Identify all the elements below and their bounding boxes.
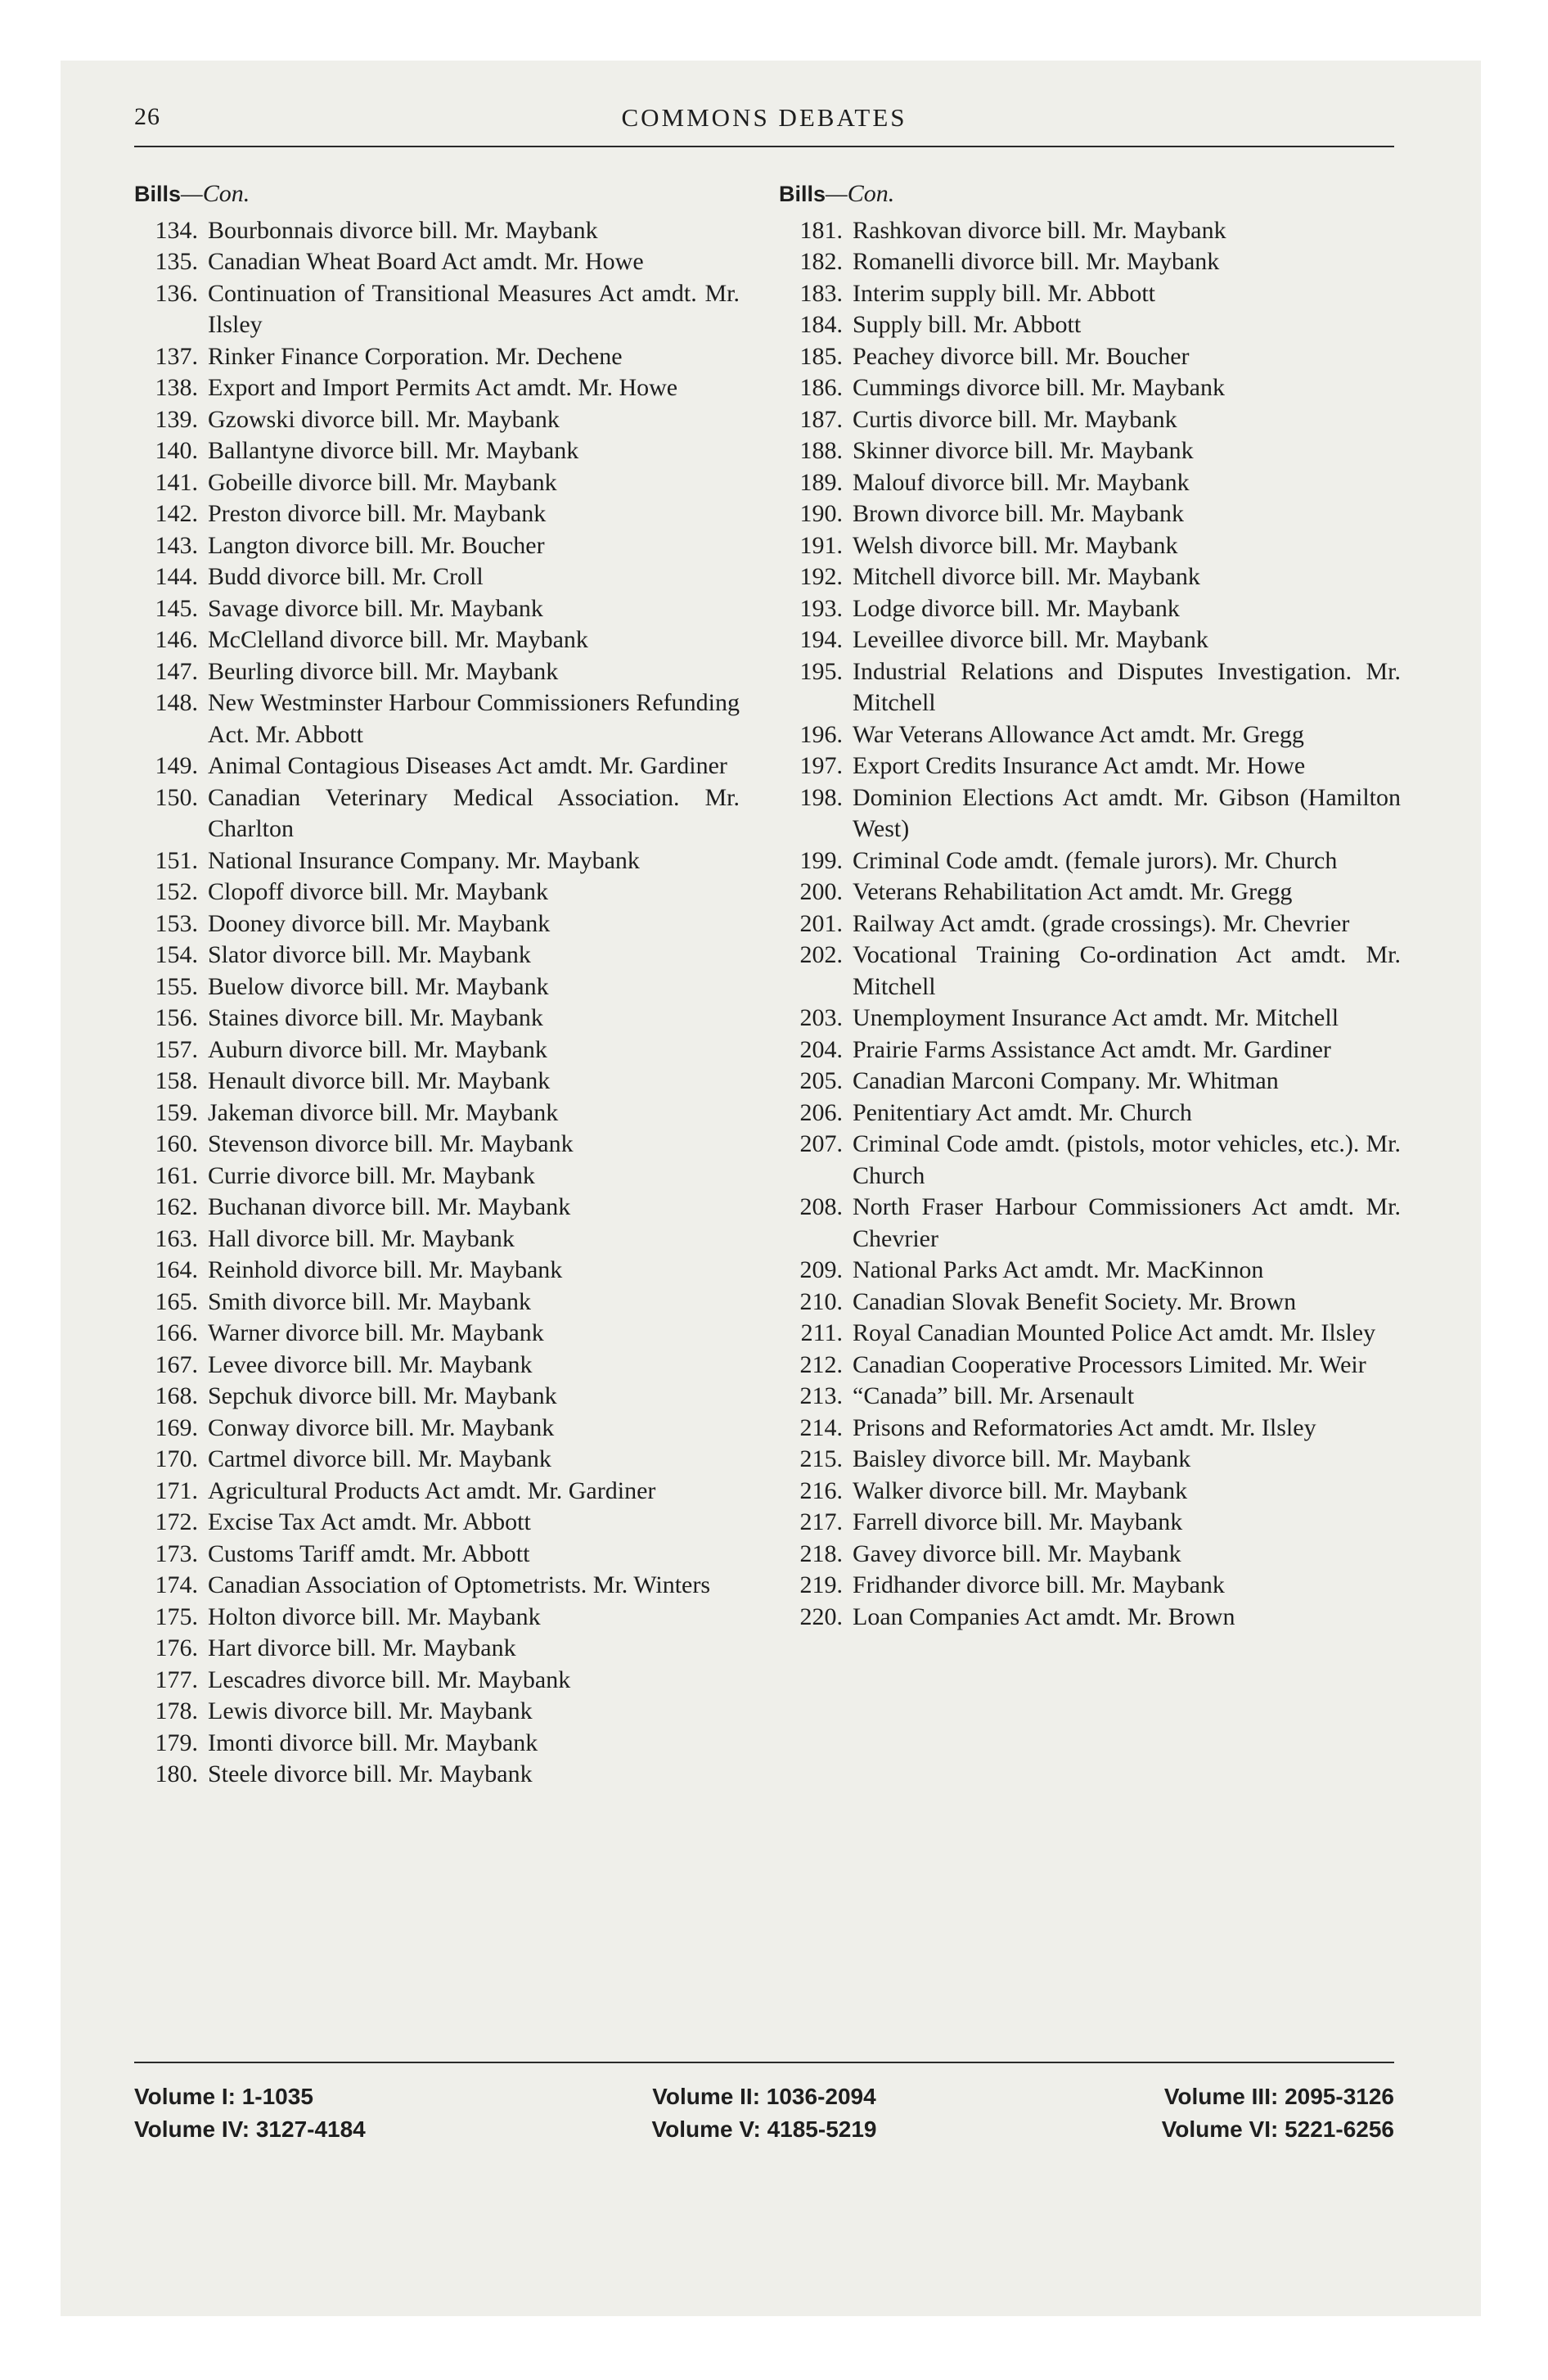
bill-entry xyxy=(134,372,740,404)
bill-title: Prairie Farms Assistance Act amdt. Mr. Gardiner xyxy=(853,1035,1331,1063)
column-heading xyxy=(134,178,740,210)
bill-number: 172. xyxy=(155,1508,198,1535)
bill-entry xyxy=(134,1539,740,1571)
running-title: COMMONS DEBATES xyxy=(621,103,907,132)
bill-number: 171. xyxy=(155,1476,198,1504)
bill-title: Holton divorce bill. Mr. Maybank xyxy=(208,1602,541,1630)
bill-title: Canadian Cooperative Processors Limited. Mr. Weir xyxy=(853,1350,1366,1378)
page-header xyxy=(134,103,1394,136)
bill-entry xyxy=(779,404,1401,436)
bill-number: 146. xyxy=(155,626,198,653)
bill-title: Customs Tariff amdt. Mr. Abbott xyxy=(208,1539,530,1567)
bill-entry xyxy=(134,1350,740,1382)
bill-title: Canadian Marconi Company. Mr. Whitman xyxy=(853,1067,1279,1094)
bill-title: Agricultural Products Act amdt. Mr. Gardiner xyxy=(208,1476,656,1504)
bill-number: 183. xyxy=(799,279,843,307)
bill-entry xyxy=(779,1570,1401,1602)
bill-title: Industrial Relations and Disputes Investigation. Mr. Mitchell xyxy=(853,657,1401,716)
bill-number: 156. xyxy=(155,1004,198,1031)
bill-number: 219. xyxy=(799,1571,843,1598)
bill-title: Slator divorce bill. Mr. Maybank xyxy=(208,941,531,968)
bill-title: Lewis divorce bill. Mr. Maybank xyxy=(208,1697,533,1724)
bill-entry xyxy=(779,908,1401,940)
bill-entry xyxy=(134,687,740,751)
bill-number: 217. xyxy=(799,1508,843,1535)
left-column xyxy=(134,178,740,1791)
bill-title: Farrell divorce bill. Mr. Maybank xyxy=(853,1508,1183,1535)
bill-entry xyxy=(134,435,740,467)
bill-title: “Canada” bill. Mr. Arsenault xyxy=(853,1382,1135,1409)
bill-entry xyxy=(134,1570,740,1602)
bill-number: 134. xyxy=(155,216,198,244)
bill-number: 203. xyxy=(799,1004,843,1031)
heading-italic: —Con. xyxy=(181,180,250,207)
bill-title: Rashkovan divorce bill. Mr. Maybank xyxy=(853,216,1226,244)
bill-title: Jakeman divorce bill. Mr. Maybank xyxy=(208,1098,559,1126)
bill-title: Hart divorce bill. Mr. Maybank xyxy=(208,1634,516,1661)
bill-title: Conway divorce bill. Mr. Maybank xyxy=(208,1413,555,1441)
bill-entry xyxy=(779,782,1401,845)
bill-entry xyxy=(134,908,740,940)
bill-title: Continuation of Transitional Measures Act amdt. Mr. Ilsley xyxy=(208,279,740,338)
bill-number: 155. xyxy=(155,972,198,1000)
bill-number: 189. xyxy=(799,468,843,496)
bill-number: 212. xyxy=(799,1350,843,1378)
bill-entry xyxy=(779,1287,1401,1318)
bill-title: Royal Canadian Mounted Police Act amdt. Mr. Ilsley xyxy=(853,1319,1376,1346)
bill-title: Canadian Veterinary Medical Association. Mr. Charlton xyxy=(208,783,740,842)
bill-entry xyxy=(134,593,740,625)
bill-entry xyxy=(134,1003,740,1034)
bill-title: Budd divorce bill. Mr. Croll xyxy=(208,563,484,590)
bill-entry xyxy=(134,1129,740,1161)
bill-entry xyxy=(134,1696,740,1728)
bill-title: McClelland divorce bill. Mr. Maybank xyxy=(208,626,588,653)
bill-number: 220. xyxy=(799,1602,843,1630)
bill-number: 211. xyxy=(800,1319,843,1346)
volume-row xyxy=(134,2113,1394,2146)
bill-entry xyxy=(134,1602,740,1634)
bill-entry xyxy=(779,1003,1401,1034)
bill-entry xyxy=(134,845,740,877)
bill-number: 162. xyxy=(155,1193,198,1220)
bill-entry xyxy=(134,215,740,247)
bill-number: 181. xyxy=(799,216,843,244)
bill-entry xyxy=(779,1413,1401,1445)
bill-entry xyxy=(134,971,740,1003)
bill-title: Animal Contagious Diseases Act amdt. Mr. Gardiner xyxy=(208,752,727,779)
bill-entry xyxy=(779,1476,1401,1508)
bill-title: Buelow divorce bill. Mr. Maybank xyxy=(208,972,549,1000)
bill-title: Savage divorce bill. Mr. Maybank xyxy=(208,594,543,622)
bill-title: Preston divorce bill. Mr. Maybank xyxy=(208,500,547,527)
bill-entry xyxy=(134,278,740,341)
heading-italic: —Con. xyxy=(826,180,895,207)
right-column xyxy=(779,178,1401,1633)
bill-number: 179. xyxy=(155,1729,198,1756)
bill-title: Currie divorce bill. Mr. Maybank xyxy=(208,1161,535,1189)
bill-number: 164. xyxy=(155,1256,198,1283)
bill-number: 154. xyxy=(155,941,198,968)
bill-number: 143. xyxy=(155,531,198,559)
bill-number: 195. xyxy=(799,657,843,685)
bill-number: 161. xyxy=(155,1161,198,1189)
bill-number: 205. xyxy=(799,1067,843,1094)
footer-rule xyxy=(134,2062,1394,2063)
bill-number: 159. xyxy=(155,1098,198,1126)
bill-number: 182. xyxy=(799,248,843,275)
bill-entry xyxy=(779,309,1401,341)
bill-title: Buchanan divorce bill. Mr. Maybank xyxy=(208,1193,571,1220)
bill-title: Prisons and Reformatories Act amdt. Mr. Ilsley xyxy=(853,1413,1316,1441)
bill-number: 214. xyxy=(799,1413,843,1441)
volume-row xyxy=(134,2080,1394,2113)
bill-entry xyxy=(134,1728,740,1760)
bill-number: 166. xyxy=(155,1319,198,1346)
bill-number: 173. xyxy=(155,1539,198,1567)
bill-number: 209. xyxy=(799,1256,843,1283)
bill-number: 163. xyxy=(155,1224,198,1252)
bill-number: 199. xyxy=(799,846,843,874)
bill-title: Dooney divorce bill. Mr. Maybank xyxy=(208,909,551,937)
bill-number: 207. xyxy=(799,1130,843,1157)
bill-title: Rinker Finance Corporation. Mr. Dechene xyxy=(208,342,623,370)
bill-number: 158. xyxy=(155,1067,198,1094)
bill-number: 138. xyxy=(155,374,198,401)
bill-title: Clopoff divorce bill. Mr. Maybank xyxy=(208,878,549,905)
bill-entry xyxy=(779,1129,1401,1192)
bill-number: 187. xyxy=(799,405,843,433)
bill-title: Sepchuk divorce bill. Mr. Maybank xyxy=(208,1382,557,1409)
bill-title: Langton divorce bill. Mr. Boucher xyxy=(208,531,545,559)
heading-bold: Bills xyxy=(779,182,826,206)
bill-entry xyxy=(134,751,740,782)
bill-title: Curtis divorce bill. Mr. Maybank xyxy=(853,405,1177,433)
bill-title: Smith divorce bill. Mr. Maybank xyxy=(208,1287,531,1315)
bill-title: Cummings divorce bill. Mr. Maybank xyxy=(853,374,1225,401)
bill-title: Interim supply bill. Mr. Abbott xyxy=(853,279,1156,307)
bill-number: 142. xyxy=(155,500,198,527)
bill-entry xyxy=(134,1192,740,1224)
bill-entry xyxy=(779,593,1401,625)
bill-number: 170. xyxy=(155,1445,198,1472)
bill-number: 135. xyxy=(155,248,198,275)
column-heading xyxy=(779,178,1401,210)
bill-title: National Insurance Company. Mr. Maybank xyxy=(208,846,640,874)
bill-entry xyxy=(779,1381,1401,1413)
bill-title: Staines divorce bill. Mr. Maybank xyxy=(208,1004,543,1031)
bill-number: 206. xyxy=(799,1098,843,1126)
bill-title: Export Credits Insurance Act amdt. Mr. Howe xyxy=(853,752,1306,779)
bill-title: Supply bill. Mr. Abbott xyxy=(853,311,1082,338)
bill-number: 191. xyxy=(799,531,843,559)
bill-title: Lescadres divorce bill. Mr. Maybank xyxy=(208,1666,571,1693)
bill-entry xyxy=(779,719,1401,751)
bill-title: Henault divorce bill. Mr. Maybank xyxy=(208,1067,551,1094)
bill-entry xyxy=(779,656,1401,719)
bill-number: 150. xyxy=(155,783,198,811)
bill-entry xyxy=(779,751,1401,782)
bill-entry xyxy=(134,246,740,278)
bill-entry xyxy=(134,624,740,656)
bill-number: 176. xyxy=(155,1634,198,1661)
bill-number: 197. xyxy=(799,752,843,779)
bill-title: Brown divorce bill. Mr. Maybank xyxy=(853,500,1184,527)
bill-entry xyxy=(779,1507,1401,1539)
bill-title: Ballantyne divorce bill. Mr. Maybank xyxy=(208,437,579,464)
bill-number: 192. xyxy=(799,563,843,590)
bill-number: 144. xyxy=(155,563,198,590)
bill-entry xyxy=(134,1255,740,1287)
volume-range: Volume VI: 5221-6256 xyxy=(1161,2116,1394,2142)
volume-range: Volume I: 1-1035 xyxy=(134,2084,313,2109)
bill-title: Baisley divorce bill. Mr. Maybank xyxy=(853,1445,1191,1472)
bill-number: 204. xyxy=(799,1035,843,1063)
volume-range: Volume IV: 3127-4184 xyxy=(134,2116,366,2142)
bill-title: Canadian Association of Optometrists. Mr. Winters xyxy=(208,1571,711,1598)
volume-range: Volume II: 1036-2094 xyxy=(652,2084,876,2109)
bill-entry xyxy=(134,1034,740,1066)
bill-number: 180. xyxy=(155,1760,198,1787)
bill-title: Levee divorce bill. Mr. Maybank xyxy=(208,1350,533,1378)
bill-number: 196. xyxy=(799,720,843,748)
bill-entry xyxy=(134,467,740,499)
bill-number: 200. xyxy=(799,878,843,905)
bill-list xyxy=(779,215,1401,1634)
bill-number: 149. xyxy=(155,752,198,779)
bill-number: 177. xyxy=(155,1666,198,1693)
bill-title: Fridhander divorce bill. Mr. Maybank xyxy=(853,1571,1225,1598)
bill-entry xyxy=(134,341,740,373)
bill-number: 210. xyxy=(799,1287,843,1315)
bill-entry xyxy=(779,1192,1401,1255)
bill-title: Beurling divorce bill. Mr. Maybank xyxy=(208,657,559,685)
bill-number: 178. xyxy=(155,1697,198,1724)
bill-entry xyxy=(134,1066,740,1098)
bill-entry xyxy=(779,1602,1401,1634)
bill-number: 165. xyxy=(155,1287,198,1315)
bill-title: Cartmel divorce bill. Mr. Maybank xyxy=(208,1445,551,1472)
bill-entry xyxy=(779,877,1401,908)
bill-entry xyxy=(779,1350,1401,1382)
bill-entry xyxy=(134,498,740,530)
bill-entry xyxy=(779,498,1401,530)
bill-title: Excise Tax Act amdt. Mr. Abbott xyxy=(208,1508,531,1535)
bill-number: 185. xyxy=(799,342,843,370)
bill-number: 194. xyxy=(799,626,843,653)
bill-entry xyxy=(779,1539,1401,1571)
bill-title: Leveillee divorce bill. Mr. Maybank xyxy=(853,626,1208,653)
bill-number: 139. xyxy=(155,405,198,433)
bill-number: 215. xyxy=(799,1445,843,1472)
bill-title: National Parks Act amdt. Mr. MacKinnon xyxy=(853,1256,1264,1283)
bill-entry xyxy=(134,1665,740,1697)
bill-entry xyxy=(134,561,740,593)
bill-entry xyxy=(779,845,1401,877)
bill-entry xyxy=(779,278,1401,310)
bill-entry xyxy=(779,1066,1401,1098)
bill-title: Loan Companies Act amdt. Mr. Brown xyxy=(853,1602,1235,1630)
bill-entry xyxy=(134,782,740,845)
bill-title: Romanelli divorce bill. Mr. Maybank xyxy=(853,248,1220,275)
page-number: 26 xyxy=(134,103,160,130)
bill-title: Unemployment Insurance Act amdt. Mr. Mitchell xyxy=(853,1004,1339,1031)
bill-entry xyxy=(134,1098,740,1129)
bill-title: Criminal Code amdt. (female jurors). Mr. Church xyxy=(853,846,1338,874)
bill-number: 148. xyxy=(155,689,198,716)
bill-title: Imonti divorce bill. Mr. Maybank xyxy=(208,1729,538,1756)
bill-entry xyxy=(134,1633,740,1665)
bill-title: Warner divorce bill. Mr. Maybank xyxy=(208,1319,544,1346)
bill-entry xyxy=(134,1444,740,1476)
bill-entry xyxy=(779,561,1401,593)
bill-number: 169. xyxy=(155,1413,198,1441)
volume-range: Volume V: 4185-5219 xyxy=(651,2116,877,2142)
volume-range: Volume III: 2095-3126 xyxy=(1163,2084,1394,2109)
bill-title: Penitentiary Act amdt. Mr. Church xyxy=(853,1098,1192,1126)
bill-title: Skinner divorce bill. Mr. Maybank xyxy=(853,437,1194,464)
bill-title: Steele divorce bill. Mr. Maybank xyxy=(208,1760,533,1787)
bill-number: 202. xyxy=(799,941,843,968)
bill-number: 152. xyxy=(155,878,198,905)
bill-entry xyxy=(134,1318,740,1350)
bill-entry xyxy=(134,1507,740,1539)
bill-number: 198. xyxy=(799,783,843,811)
bill-number: 186. xyxy=(799,374,843,401)
bill-title: Stevenson divorce bill. Mr. Maybank xyxy=(208,1130,574,1157)
bill-number: 140. xyxy=(155,437,198,464)
bill-entry xyxy=(779,215,1401,247)
bill-number: 160. xyxy=(155,1130,198,1157)
bill-number: 141. xyxy=(155,468,198,496)
bill-entry xyxy=(134,1413,740,1445)
bill-title: Reinhold divorce bill. Mr. Maybank xyxy=(208,1256,563,1283)
bill-title: Gobeille divorce bill. Mr. Maybank xyxy=(208,468,557,496)
bill-entry xyxy=(779,1098,1401,1129)
bill-title: Gzowski divorce bill. Mr. Maybank xyxy=(208,405,560,433)
bill-entry xyxy=(779,530,1401,562)
bill-title: Criminal Code amdt. (pistols, motor vehicles, etc.). Mr. Church xyxy=(853,1130,1401,1189)
bill-number: 167. xyxy=(155,1350,198,1378)
bill-entry xyxy=(779,1034,1401,1066)
bill-entry xyxy=(134,877,740,908)
bill-number: 175. xyxy=(155,1602,198,1630)
bill-entry xyxy=(134,530,740,562)
bill-entry xyxy=(779,940,1401,1003)
bill-entry xyxy=(779,435,1401,467)
bill-title: Canadian Wheat Board Act amdt. Mr. Howe xyxy=(208,248,644,275)
bill-number: 201. xyxy=(799,909,843,937)
bill-number: 145. xyxy=(155,594,198,622)
bill-title: Railway Act amdt. (grade crossings). Mr. Chevrier xyxy=(853,909,1350,937)
bill-entry xyxy=(134,1287,740,1318)
bill-title: Gavey divorce bill. Mr. Maybank xyxy=(853,1539,1181,1567)
bill-entry xyxy=(134,404,740,436)
bill-number: 157. xyxy=(155,1035,198,1063)
bill-title: Welsh divorce bill. Mr. Maybank xyxy=(853,531,1178,559)
bill-entry xyxy=(134,656,740,688)
volume-index xyxy=(134,2080,1394,2146)
bill-title: New Westminster Harbour Commissioners Refunding Act. Mr. Abbott xyxy=(208,689,740,748)
bill-title: North Fraser Harbour Commissioners Act amdt. Mr. Chevrier xyxy=(853,1193,1401,1252)
bill-number: 137. xyxy=(155,342,198,370)
bill-entry xyxy=(779,341,1401,373)
bill-entry xyxy=(134,1381,740,1413)
bill-entry xyxy=(134,1224,740,1255)
bill-entry xyxy=(779,372,1401,404)
bill-title: Vocational Training Co-ordination Act amdt. Mr. Mitchell xyxy=(853,941,1401,1000)
bill-list xyxy=(134,215,740,1791)
bill-title: Veterans Rehabilitation Act amdt. Mr. Gregg xyxy=(853,878,1293,905)
bill-title: Bourbonnais divorce bill. Mr. Maybank xyxy=(208,216,598,244)
bill-number: 208. xyxy=(799,1193,843,1220)
bill-entry xyxy=(779,1318,1401,1350)
bill-number: 188. xyxy=(799,437,843,464)
bill-title: Mitchell divorce bill. Mr. Maybank xyxy=(853,563,1200,590)
bill-number: 193. xyxy=(799,594,843,622)
bill-number: 168. xyxy=(155,1382,198,1409)
bill-title: Walker divorce bill. Mr. Maybank xyxy=(853,1476,1188,1504)
bill-number: 184. xyxy=(799,311,843,338)
bill-title: Peachey divorce bill. Mr. Boucher xyxy=(853,342,1190,370)
bill-number: 136. xyxy=(155,279,198,307)
bill-entry xyxy=(779,246,1401,278)
bill-entry xyxy=(134,1161,740,1192)
bill-number: 213. xyxy=(799,1382,843,1409)
bill-number: 216. xyxy=(799,1476,843,1504)
bill-number: 147. xyxy=(155,657,198,685)
bill-number: 190. xyxy=(799,500,843,527)
header-rule xyxy=(134,146,1394,147)
bill-entry xyxy=(134,1759,740,1791)
bill-entry xyxy=(779,467,1401,499)
bill-entry xyxy=(134,940,740,971)
bill-title: Lodge divorce bill. Mr. Maybank xyxy=(853,594,1180,622)
bill-number: 153. xyxy=(155,909,198,937)
bill-entry xyxy=(779,1255,1401,1287)
bill-number: 174. xyxy=(155,1571,198,1598)
bill-entry xyxy=(134,1476,740,1508)
bill-title: Canadian Slovak Benefit Society. Mr. Brown xyxy=(853,1287,1297,1315)
bill-entry xyxy=(779,1444,1401,1476)
bill-title: Hall divorce bill. Mr. Maybank xyxy=(208,1224,515,1252)
bill-number: 218. xyxy=(799,1539,843,1567)
bill-title: Export and Import Permits Act amdt. Mr. Howe xyxy=(208,374,678,401)
bill-title: Auburn divorce bill. Mr. Maybank xyxy=(208,1035,547,1063)
bill-entry xyxy=(779,624,1401,656)
heading-bold: Bills xyxy=(134,182,182,206)
bill-number: 151. xyxy=(155,846,198,874)
bill-title: Dominion Elections Act amdt. Mr. Gibson (Hamilton West) xyxy=(853,783,1401,842)
bill-title: Malouf divorce bill. Mr. Maybank xyxy=(853,468,1190,496)
bill-title: War Veterans Allowance Act amdt. Mr. Gregg xyxy=(853,720,1304,748)
